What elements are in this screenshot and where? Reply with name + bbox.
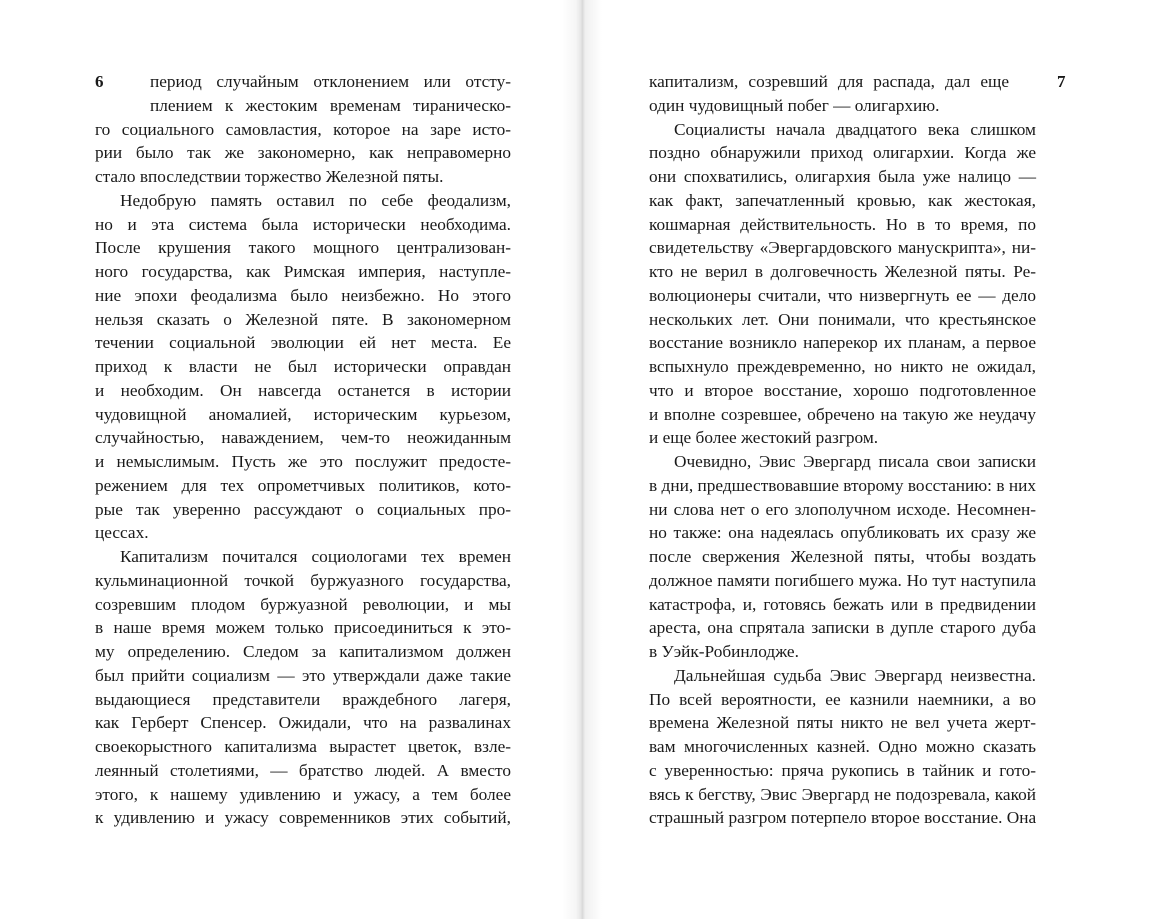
text-line: течении социальной эволюции ей нет места. Ее bbox=[95, 333, 511, 353]
text-line: го социального самовластия, которое на заре исто- bbox=[95, 119, 511, 139]
text-line: нескольких лет. Они понимали, что крестьянское bbox=[649, 309, 1036, 329]
text-line: ного государства, как Римская империя, наступле- bbox=[95, 262, 511, 281]
text-line: к удивлению и ужасу современников этих событий, bbox=[95, 808, 511, 828]
text-line: восстание возникло наперекор их планам, а первое bbox=[649, 333, 1036, 353]
text-line: как факт, запечатленный кровью, как жестокая, bbox=[649, 190, 1036, 210]
text-line: они спохватились, олигархия была уже налицо — bbox=[649, 167, 1036, 186]
text-line: Очевидно, Эвис Эвергард писала свои записки bbox=[674, 452, 1036, 471]
text-line: волюционеры считали, что низвергнуть ее — дело bbox=[649, 285, 1036, 305]
text-line: Капитализм почитался социологами тех времен bbox=[120, 547, 511, 566]
text-line: и еще более жестокий разгром. bbox=[649, 428, 879, 448]
text-line: выдающиеся представители враждебного лагеря, bbox=[95, 689, 511, 709]
text-line: в Уэйк-Робинлодже. bbox=[649, 642, 799, 661]
text-line: вясь к бегству, Эвис Эвергард не подозревала, какой bbox=[649, 784, 1036, 804]
text-line: и вполне созревшее, обречено на такую же неудачу bbox=[649, 404, 1036, 424]
text-line: вам многочисленных казней. Одно можно сказать bbox=[649, 737, 1036, 756]
text-line: му определению. Следом за капитализмом должен bbox=[95, 642, 511, 661]
text-line: своекорыстного капитализма вырастет цветок, взле- bbox=[95, 737, 511, 756]
text-line: и немыслимым. Пусть же это послужит предосте- bbox=[95, 452, 511, 471]
text-line: с уверенностью: пряча рукопись в тайник и гото- bbox=[649, 760, 1036, 780]
text-line: плением к жестоким временам тираническо- bbox=[150, 95, 511, 115]
text-line: в наше время можем только присоединиться к это- bbox=[95, 618, 511, 638]
text-line: ни слова нет о его злополучном исходе. Несомнен- bbox=[649, 499, 1036, 519]
text-line: вспыхнуло преждевременно, но никто не ожидал, bbox=[649, 357, 1036, 376]
left-page-number: 6 bbox=[95, 72, 104, 91]
text-line: но и эта система была исторически необходима. bbox=[95, 214, 511, 234]
text-line: после свержения Железной пяты, чтобы воздать bbox=[649, 547, 1036, 566]
text-line: кошмарная действительность. Но в то время, по bbox=[649, 214, 1036, 234]
text-line: был прийти социализм — это утверждали даже такие bbox=[95, 665, 511, 685]
text-line: ние эпохи феодализма было неизбежно. Но этого bbox=[95, 285, 511, 305]
right-page-number: 7 bbox=[1057, 72, 1066, 91]
text-line: случайностью, наваждением, чем-то неожиданным bbox=[95, 428, 511, 448]
text-line: один чудовищный побег — олигархию. bbox=[649, 95, 940, 115]
text-line: но также: она надеялась опубликовать их сразу же bbox=[649, 523, 1036, 543]
text-line: поздно обнаружили приход олигархии. Когда же bbox=[649, 143, 1036, 163]
text-line: чудовищной аномалией, историческим курьезом, bbox=[95, 404, 511, 424]
text-line: цессах. bbox=[95, 523, 149, 543]
text-line: кто не верил в долговечность Железной пяты. Ре- bbox=[649, 262, 1036, 281]
right-page bbox=[580, 0, 1161, 919]
text-line: должное памяти погибшего мужа. Но тут наступила bbox=[649, 570, 1036, 590]
text-line: капитализм, созревший для распада, дал еще bbox=[649, 72, 1009, 91]
text-line: леянный столетиями, — братство людей. А вместо bbox=[95, 760, 511, 780]
text-line: режением для тех опрометчивых политиков, кото- bbox=[95, 475, 511, 495]
text-line: как Герберт Спенсер. Ожидали, что на развалинах bbox=[95, 713, 511, 733]
text-line: и необходим. Он навсегда останется в истории bbox=[95, 380, 511, 400]
text-line: Дальнейшая судьба Эвис Эвергард неизвестна. bbox=[674, 665, 1036, 685]
left-page bbox=[0, 0, 580, 919]
text-line: времена Железной пяты никто не вел учета жерт- bbox=[649, 713, 1036, 733]
text-line: страшный разгром потерпело второе восстание. Она bbox=[649, 808, 1037, 828]
text-line: созревшим плодом буржуазной революции, и мы bbox=[95, 594, 511, 614]
text-line: период случайным отклонением или отсту- bbox=[150, 72, 511, 91]
text-line: этого, к нашему удивлению и ужасу, а тем более bbox=[95, 784, 511, 804]
text-line: кульминационной точкой буржуазного государства, bbox=[95, 570, 511, 590]
text-line: стало впоследствии торжество Железной пяты. bbox=[95, 167, 444, 186]
text-line: катастрофа, и, готовясь бежать или в предвидении bbox=[649, 594, 1036, 614]
text-line: Социалисты начала двадцатого века слишком bbox=[674, 119, 1036, 139]
text-line: рии было так же закономерно, как неправомерно bbox=[95, 143, 511, 163]
text-line: приход к власти не был исторически оправдан bbox=[95, 357, 511, 376]
text-line: ареста, она спрятала записки в дупле старого дуба bbox=[649, 618, 1036, 638]
text-line: в дни, предшествовавшие второму восстанию: в них bbox=[649, 475, 1036, 495]
text-line: что и второе восстание, хорошо подготовленное bbox=[649, 380, 1036, 400]
text-line: Недобрую память оставил по себе феодализм, bbox=[120, 190, 511, 210]
text-line: нельзя сказать о Железной пяте. В закономерном bbox=[95, 309, 511, 329]
text-line: По всей вероятности, ее казнили наемники, а во bbox=[649, 689, 1036, 709]
text-line: После крушения такого мощного централизован- bbox=[95, 238, 511, 258]
text-line: свидетельству «Эвергардовского манускрипта», ни- bbox=[649, 238, 1036, 258]
text-line: рые так уверенно рассуждают о социальных про- bbox=[95, 499, 511, 519]
